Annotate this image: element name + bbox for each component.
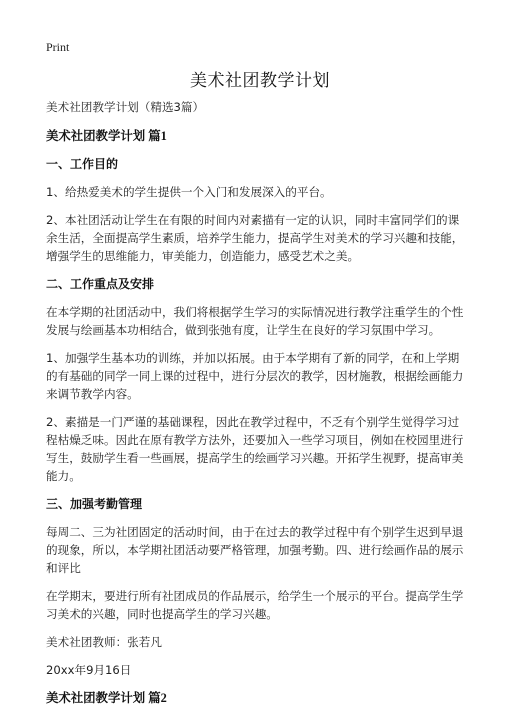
paragraph-line: 1、加强学生基本功的训练，并加以拓展。由于本学期有了新的同学，在和上学期 bbox=[46, 351, 460, 365]
paragraph-7 bbox=[46, 587, 478, 623]
paragraph-3 bbox=[46, 303, 478, 339]
paragraph-line: 2、本社团活动让学生在有限的时间内对素描有一定的认识，同时丰富同学们的课 bbox=[46, 213, 460, 227]
document-subtitle: 美术社团教学计划（精选3篇） bbox=[46, 100, 205, 114]
paragraph-line: 写生，鼓励学生看一些画展，提高学生的绘画学习兴趣。开拓学生视野，提高审美 bbox=[46, 451, 464, 465]
paragraph-line: 程枯燥乏味。因此在原有教学方法外，还要加入一些学习项目，例如在校园里进行 bbox=[46, 433, 464, 447]
document-date: 20xx年9月16日 bbox=[46, 663, 132, 677]
paragraph-line: 来调节教学内容。 bbox=[46, 387, 139, 401]
paragraph-1 bbox=[46, 183, 478, 201]
document-title: 美术社团教学计划 bbox=[190, 71, 330, 91]
heading-focus-arrangement: 二、工作重点及安排 bbox=[46, 277, 155, 291]
article-2-title: 美术社团教学计划 篇2 bbox=[46, 691, 167, 705]
paragraph-line: 能力。 bbox=[46, 469, 81, 483]
paragraph-line: 和评比 bbox=[46, 561, 81, 575]
paragraph-line: 在学期末，要进行所有社团成员的作品展示，给学生一个展示的平台。提高学生学 bbox=[46, 589, 464, 603]
document-body bbox=[46, 98, 478, 717]
print-label: Print bbox=[46, 40, 70, 54]
paragraph-line: 增强学生的思维能力，审美能力，创造能力，感受艺术之美。 bbox=[46, 249, 360, 263]
paragraph-line: 发展与绘画基本功相结合，做到张弛有度，让学生在良好的学习氛围中学习。 bbox=[46, 323, 441, 337]
paragraph-line: 习美术的兴趣，同时也提高学生的学习兴趣。 bbox=[46, 607, 278, 621]
paragraph-5 bbox=[46, 413, 478, 485]
paragraph-line: 的现象，所以，本学期社团活动要严格管理，加强考勤。四、进行绘画作品的展示 bbox=[46, 543, 464, 557]
paragraph-line: 1、给热爱美术的学生提供一个入门和发展深入的平台。 bbox=[46, 185, 332, 199]
document-date-block bbox=[46, 661, 478, 679]
article-1-title: 美术社团教学计划 篇1 bbox=[46, 129, 167, 143]
teacher-name: 美术社团教师：张若凡 bbox=[46, 635, 162, 649]
paragraph-4 bbox=[46, 349, 478, 403]
paragraph-6 bbox=[46, 523, 478, 577]
paragraph-line: 在本学期的社团活动中，我们将根据学生学习的实际情况进行教学注重学生的个性 bbox=[46, 305, 464, 319]
paragraph-line: 的有基础的同学一同上课的过程中，进行分层次的教学，因材施教，根据绘画能力 bbox=[46, 369, 464, 383]
heading-work-purpose: 一、工作目的 bbox=[46, 157, 119, 171]
paragraph-line: 2、素描是一门严谨的基础课程，因此在教学过程中，不乏有个别学生觉得学习过 bbox=[46, 415, 460, 429]
paragraph-2 bbox=[46, 211, 478, 265]
teacher-signature bbox=[46, 633, 478, 651]
heading-attendance: 三、加强考勤管理 bbox=[46, 497, 143, 511]
paragraph-line: 余生活，全面提高学生素质，培养学生能力，提高学生对美术的学习兴趣和技能， bbox=[46, 231, 464, 245]
paragraph-line: 每周二、三为社团固定的活动时间，由于在过去的教学过程中有个别学生迟到早退 bbox=[46, 525, 464, 539]
